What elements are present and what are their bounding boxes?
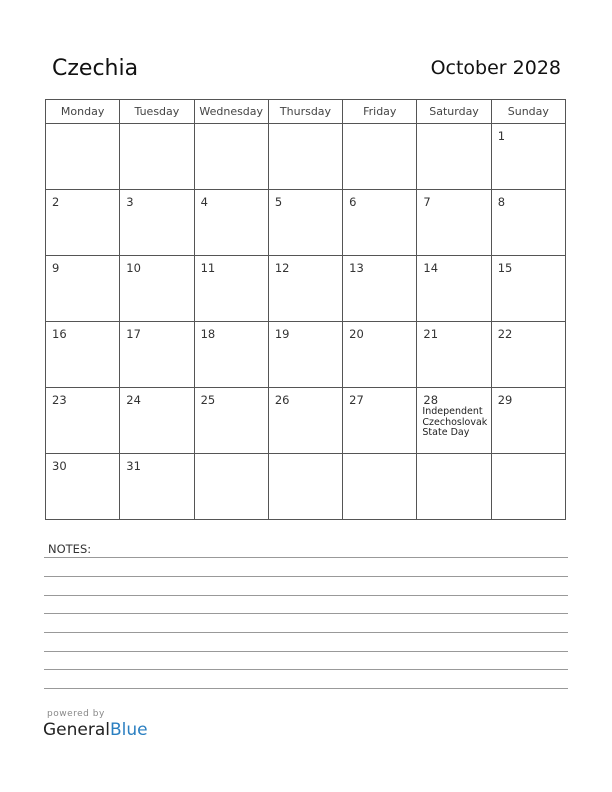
day-number: 17 <box>126 327 141 341</box>
day-cell <box>194 322 268 388</box>
day-cell <box>268 256 342 322</box>
day-cell <box>343 124 417 190</box>
weekday-sunday: Sunday <box>491 100 565 124</box>
note-line <box>44 576 568 577</box>
brand-general: General <box>43 720 110 740</box>
day-number: 16 <box>52 327 67 341</box>
day-cell <box>268 322 342 388</box>
day-number: 4 <box>200 195 208 209</box>
weekday-saturday: Saturday <box>417 100 491 124</box>
day-cell <box>120 256 194 322</box>
day-cell <box>120 124 194 190</box>
day-cell <box>417 124 491 190</box>
day-cell <box>268 124 342 190</box>
day-cell <box>120 388 194 454</box>
notes-label: NOTES: <box>48 542 92 556</box>
day-cell <box>194 454 268 520</box>
brand-logo <box>43 720 148 740</box>
day-cell <box>417 190 491 256</box>
weekday-monday: Monday <box>46 100 120 124</box>
day-cell <box>417 322 491 388</box>
day-cell <box>491 388 565 454</box>
day-number: 8 <box>497 195 506 209</box>
week-row <box>46 454 566 520</box>
day-cell <box>120 322 194 388</box>
day-number: 2 <box>52 195 60 209</box>
week-row <box>46 190 566 256</box>
note-line <box>44 669 568 670</box>
week-row <box>46 256 566 322</box>
holiday-label: Independent Czechoslovak State Day <box>422 406 488 438</box>
day-cell <box>194 190 268 256</box>
day-cell <box>343 256 417 322</box>
day-number: 9 <box>52 261 60 275</box>
day-cell <box>491 124 565 190</box>
day-number: 3 <box>126 195 134 209</box>
day-cell <box>491 454 565 520</box>
day-cell <box>417 454 491 520</box>
note-line <box>44 595 568 596</box>
day-number: 5 <box>274 195 283 209</box>
day-number: 6 <box>349 195 357 209</box>
note-line <box>44 651 568 652</box>
brand-blue: Blue <box>110 720 148 740</box>
day-number: 20 <box>349 327 364 341</box>
day-cell <box>194 124 268 190</box>
month-year-title: October 2028 <box>430 57 561 79</box>
day-cell <box>268 454 342 520</box>
weekday-wednesday: Wednesday <box>194 100 268 124</box>
week-row <box>46 322 566 388</box>
day-cell <box>343 454 417 520</box>
week-row <box>46 388 566 454</box>
day-number: 24 <box>126 393 141 407</box>
day-cell <box>268 388 342 454</box>
day-number: 15 <box>497 261 513 275</box>
day-number: 11 <box>200 261 216 275</box>
day-cell <box>491 256 565 322</box>
powered-by-text: powered by <box>47 709 105 719</box>
day-number: 21 <box>423 327 439 341</box>
weekday-tuesday: Tuesday <box>120 100 194 124</box>
day-number: 27 <box>349 393 364 407</box>
day-cell <box>120 454 194 520</box>
day-cell <box>417 256 491 322</box>
day-cell <box>491 190 565 256</box>
weekday-header-row <box>46 100 566 124</box>
note-line <box>44 613 568 614</box>
calendar-grid <box>45 99 566 520</box>
day-cell <box>46 388 120 454</box>
note-line <box>44 632 568 633</box>
day-cell <box>46 190 120 256</box>
weekday-friday: Friday <box>343 100 417 124</box>
day-number: 12 <box>274 261 290 275</box>
day-number: 1 <box>497 129 506 143</box>
day-cell <box>120 190 194 256</box>
day-cell <box>417 388 491 454</box>
country-title: Czechia <box>52 56 139 81</box>
day-cell <box>46 454 120 520</box>
day-number: 7 <box>423 195 431 209</box>
day-cell <box>268 190 342 256</box>
day-cell <box>46 256 120 322</box>
day-cell <box>194 388 268 454</box>
day-number: 14 <box>423 261 439 275</box>
day-cell <box>491 322 565 388</box>
day-number: 10 <box>126 261 141 275</box>
day-cell <box>194 256 268 322</box>
note-line <box>44 557 568 558</box>
day-number: 29 <box>497 393 513 407</box>
day-cell <box>46 124 120 190</box>
day-cell <box>343 190 417 256</box>
note-line <box>44 688 568 689</box>
day-cell <box>343 322 417 388</box>
day-number: 22 <box>497 327 513 341</box>
day-number: 28 <box>423 393 439 407</box>
weekday-thursday: Thursday <box>268 100 342 124</box>
day-cell <box>46 322 120 388</box>
day-number: 30 <box>52 459 67 473</box>
day-number: 23 <box>52 393 67 407</box>
day-number: 25 <box>200 393 216 407</box>
day-cell <box>343 388 417 454</box>
day-number: 31 <box>126 459 141 473</box>
day-number: 19 <box>274 327 290 341</box>
week-row <box>46 124 566 190</box>
day-number: 18 <box>200 327 216 341</box>
day-number: 13 <box>349 261 364 275</box>
day-number: 26 <box>274 393 290 407</box>
